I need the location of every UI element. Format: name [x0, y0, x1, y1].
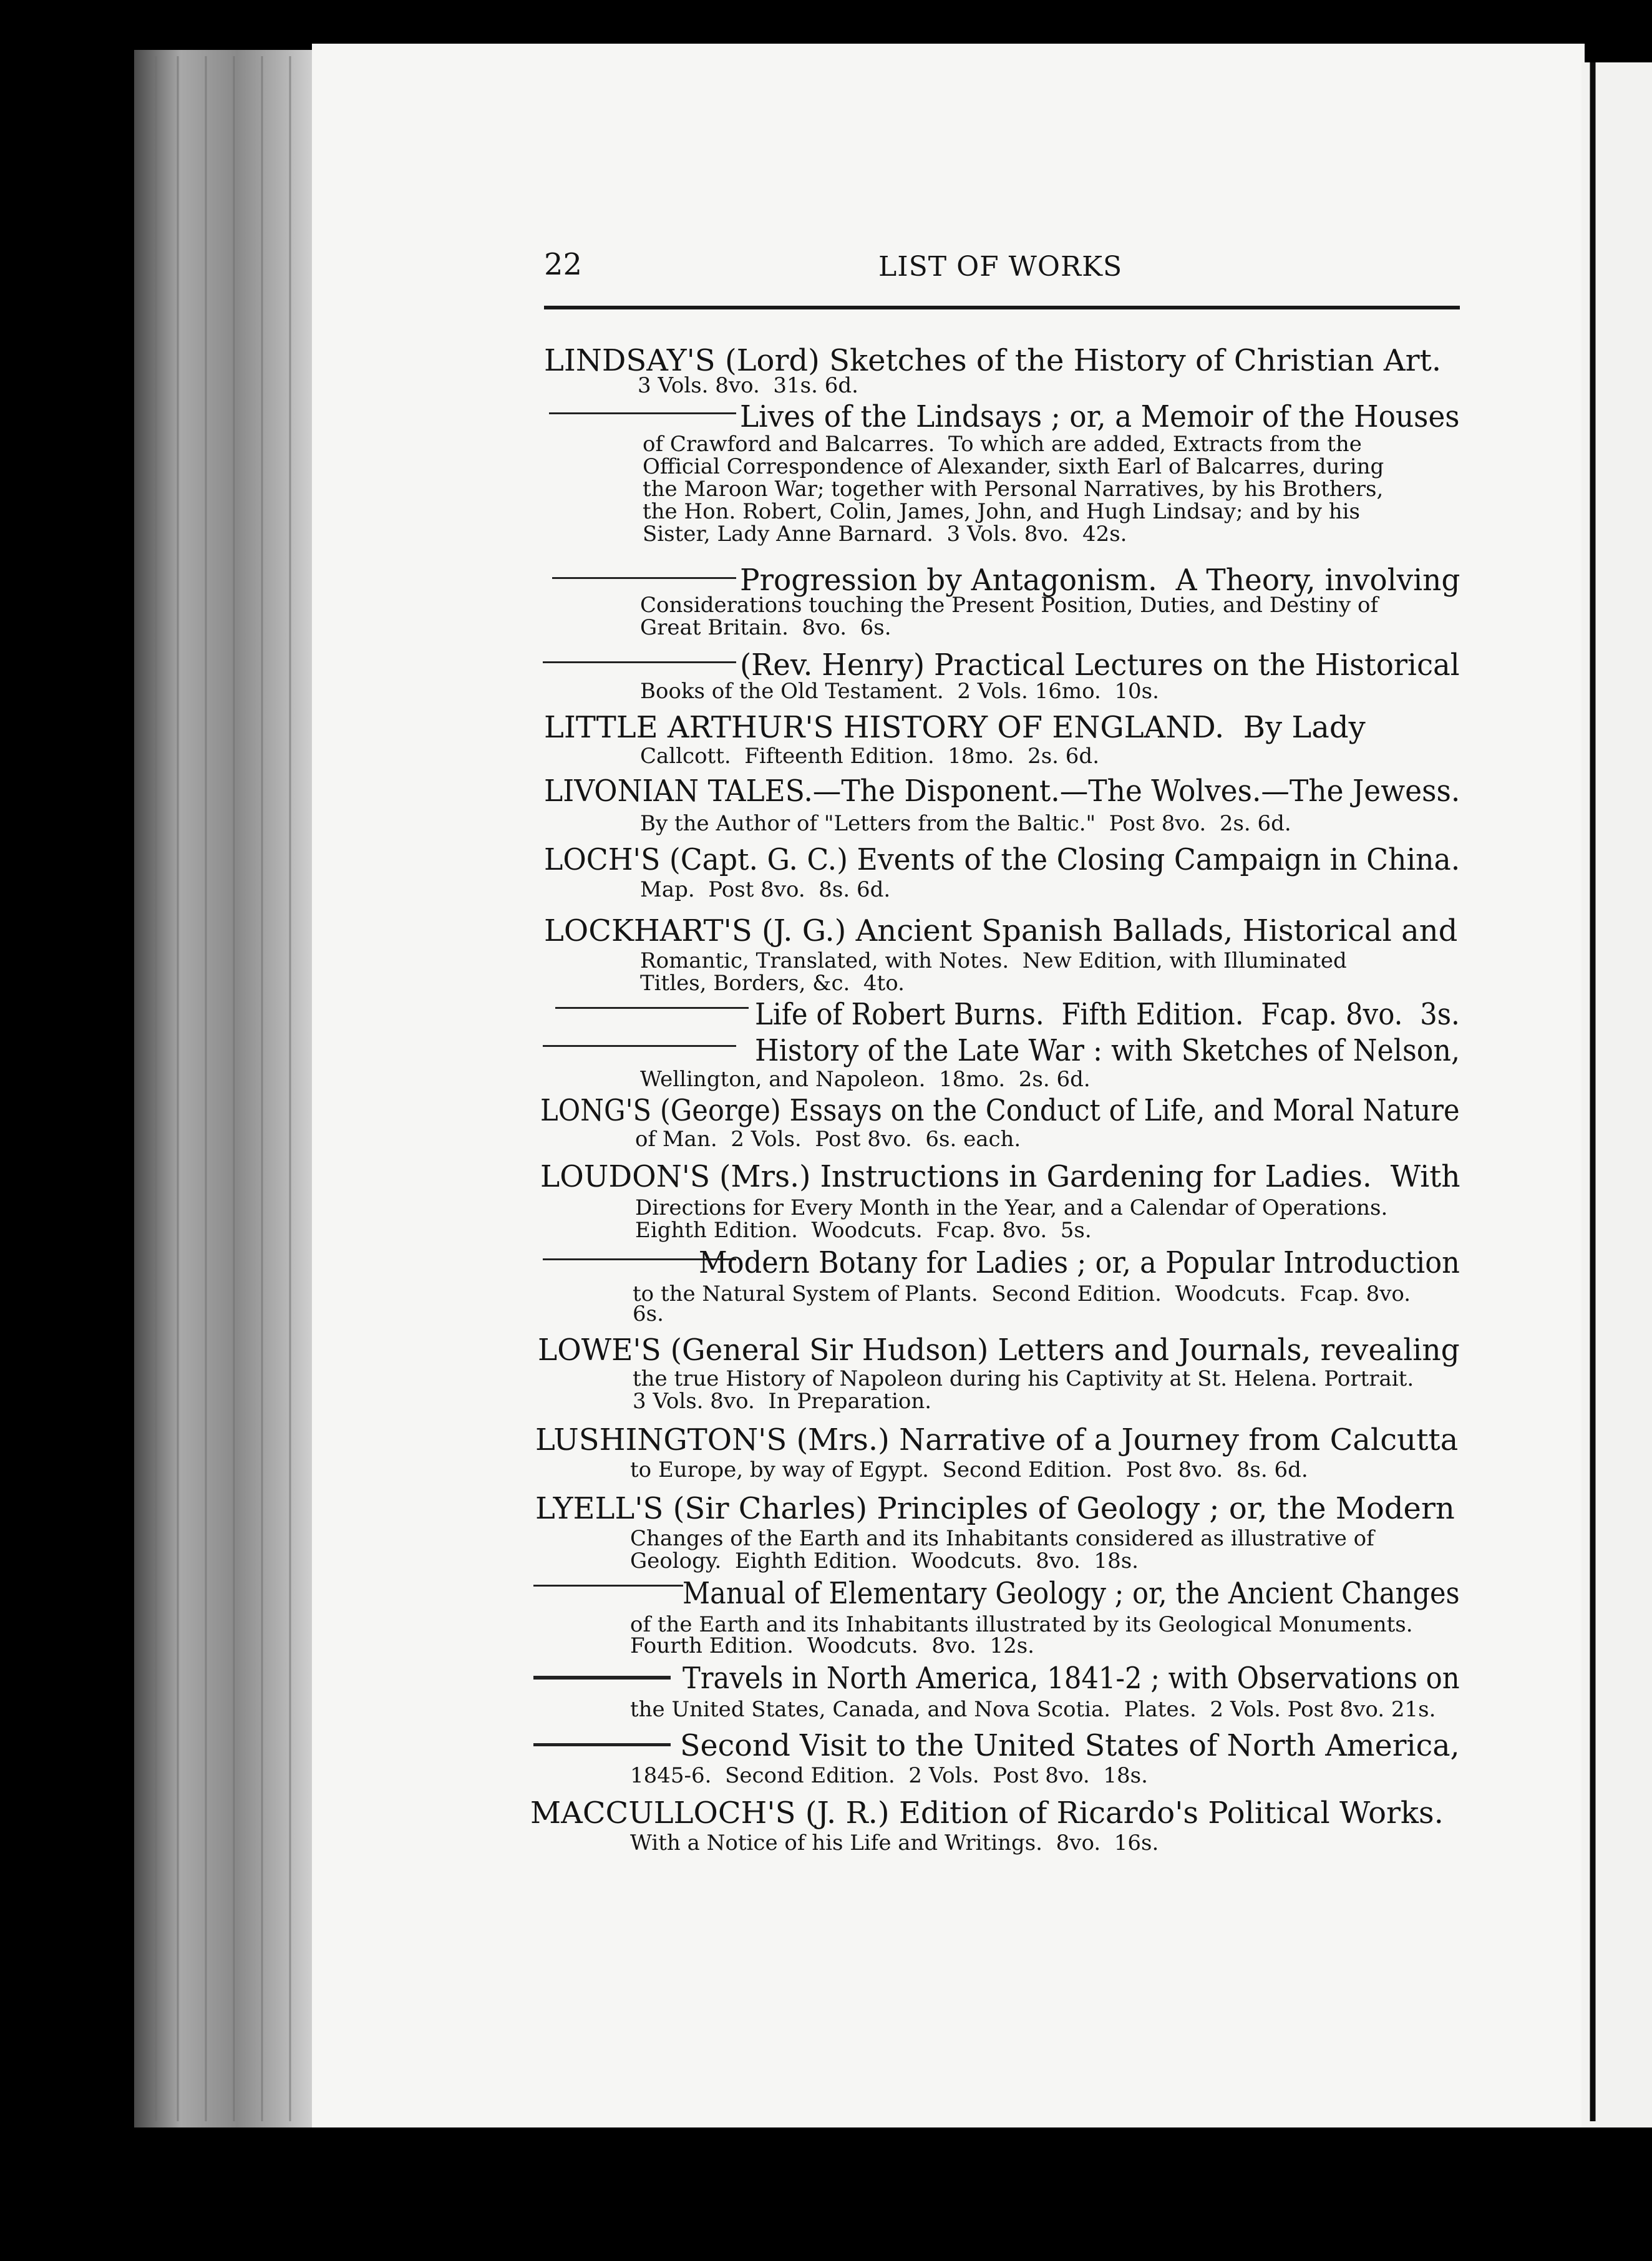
page-number: 22	[544, 247, 583, 282]
entry-detail: of Crawford and Balcarres. To which are added, Extracts from the	[643, 432, 1362, 457]
entry-livonian-tales: LIVONIAN TALES.—The Disponent.—The Wolves.—The Jewess.	[544, 774, 1460, 809]
entry-practical-lectures: (Rev. Henry) Practical Lectures on the Historical	[740, 648, 1460, 683]
entry-little-arthur: LITTLE ARTHUR'S HISTORY OF ENGLAND. By Lady	[544, 710, 1366, 745]
entry-detail: the United States, Canada, and Nova Scotia. Plates. 2 Vols. Post 8vo. 21s.	[630, 1697, 1436, 1722]
entry-history-late-war: History of the Late War : with Sketches of Nelson,	[755, 1033, 1460, 1068]
entry-detail: of the Earth and its Inhabitants illustrated by its Geological Monuments.	[630, 1612, 1413, 1637]
entry-modern-botany: Modern Botany for Ladies ; or, a Popular Introduction	[699, 1245, 1460, 1280]
entry-detail: Sister, Lady Anne Barnard. 3 Vols. 8vo. 42s.	[643, 522, 1127, 547]
entry-detail: With a Notice of his Life and Writings. 8vo. 16s.	[630, 1831, 1159, 1855]
entry-detail: the true History of Napoleon during his Captivity at St. Helena. Portrait.	[633, 1366, 1414, 1391]
entry-detail: 3 Vols. 8vo. 31s. 6d.	[638, 373, 858, 398]
entry-loudon-gardening: LOUDON'S (Mrs.) Instructions in Gardening for Ladies. With	[540, 1159, 1460, 1194]
entry-detail: Official Correspondence of Alexander, sixth Earl of Balcarres, during	[643, 454, 1384, 479]
entry-lockhart-ballads: LOCKHART'S (J. G.) Ancient Spanish Ballads, Historical and	[544, 913, 1458, 948]
entry-detail: Directions for Every Month in the Year, and a Calendar of Operations.	[635, 1195, 1388, 1220]
entry-detail: Eighth Edition. Woodcuts. Fcap. 8vo. 5s.	[635, 1218, 1092, 1243]
entry-detail: to the Natural System of Plants. Second Edition. Woodcuts. Fcap. 8vo.	[633, 1281, 1411, 1306]
entry-detail: 6s.	[633, 1301, 664, 1326]
entry-progression-by-antagonism: Progression by Antagonism. A Theory, involving	[740, 563, 1460, 598]
entry-detail: Books of the Old Testament. 2 Vols. 16mo. 10s.	[640, 679, 1159, 704]
entry-detail: Fourth Edition. Woodcuts. 8vo. 12s.	[630, 1633, 1034, 1658]
entry-detail: the Hon. Robert, Colin, James, John, and Hugh Lindsay; and by his	[643, 499, 1360, 524]
entry-detail: the Maroon War; together with Personal Narratives, by his Brothers,	[643, 477, 1384, 502]
entry-travels-north-america: Travels in North America, 1841-2 ; with Observations on	[683, 1661, 1460, 1696]
entry-detail: Map. Post 8vo. 8s. 6d.	[640, 877, 891, 902]
entry-detail: Callcott. Fifteenth Edition. 18mo. 2s. 6d.	[640, 744, 1099, 769]
entry-detail: By the Author of "Letters from the Baltic." Post 8vo. 2s. 6d.	[640, 811, 1291, 836]
entry-long-essays: LONG'S (George) Essays on the Conduct of Life, and Moral Nature	[540, 1093, 1460, 1128]
entry-lushington: LUSHINGTON'S (Mrs.) Narrative of a Journey from Calcutta	[535, 1422, 1459, 1457]
entry-macculloch: MACCULLOCH'S (J. R.) Edition of Ricardo's Political Works.	[530, 1796, 1444, 1831]
entry-loch: LOCH'S (Capt. G. C.) Events of the Closing Campaign in China.	[544, 842, 1460, 877]
running-head: LIST OF WORKS	[878, 251, 1123, 283]
entry-lindsay-sketches: LINDSAY'S (Lord) Sketches of the History of Christian Art.	[544, 343, 1442, 378]
entry-detail: to Europe, by way of Egypt. Second Edition. Post 8vo. 8s. 6d.	[630, 1457, 1308, 1482]
entry-life-of-burns: Life of Robert Burns. Fifth Edition. Fcap. 8vo. 3s.	[755, 997, 1460, 1032]
entry-detail: Titles, Borders, &c. 4to.	[640, 971, 905, 996]
entry-detail: 3 Vols. 8vo. In Preparation.	[633, 1389, 932, 1414]
entry-lyell-principles: LYELL'S (Sir Charles) Principles of Geology ; or, the Modern	[535, 1491, 1455, 1526]
entry-detail: Changes of the Earth and its Inhabitants considered as illustrative of	[630, 1526, 1374, 1551]
entry-lives-of-lindsays: Lives of the Lindsays ; or, a Memoir of the Houses	[740, 399, 1460, 434]
entry-detail: Romantic, Translated, with Notes. New Edition, with Illuminated	[640, 948, 1347, 973]
entry-detail: Wellington, and Napoleon. 18mo. 2s. 6d.	[640, 1067, 1091, 1092]
entry-manual-geology: Manual of Elementary Geology ; or, the Ancient Changes	[683, 1576, 1460, 1611]
entry-detail: Considerations touching the Present Position, Duties, and Destiny of	[640, 593, 1379, 618]
entry-lowe-letters: LOWE'S (General Sir Hudson) Letters and Journals, revealing	[538, 1333, 1460, 1368]
entry-detail: Great Britain. 8vo. 6s.	[640, 615, 892, 640]
entry-detail: of Man. 2 Vols. Post 8vo. 6s. each.	[635, 1127, 1021, 1152]
entry-detail: Geology. Eighth Edition. Woodcuts. 8vo. 18s.	[630, 1549, 1139, 1573]
entry-second-visit: Second Visit to the United States of North America,	[680, 1728, 1460, 1763]
entry-detail: 1845-6. Second Edition. 2 Vols. Post 8vo. 18s.	[630, 1763, 1148, 1788]
